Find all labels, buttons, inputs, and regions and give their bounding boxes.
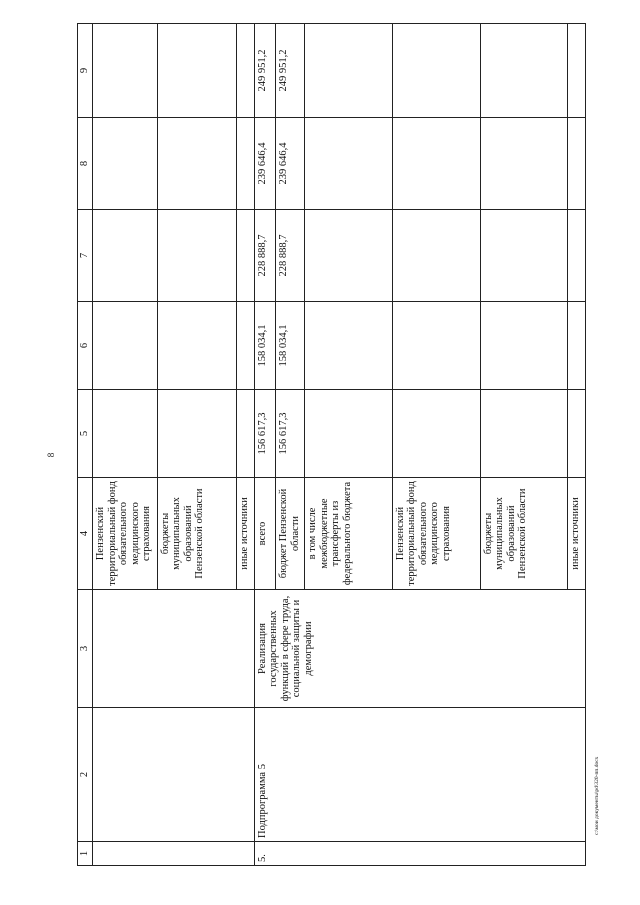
cell-value bbox=[392, 302, 480, 390]
cell-value bbox=[568, 24, 586, 118]
cell-value bbox=[93, 390, 158, 478]
cell-value bbox=[392, 210, 480, 302]
cell-value bbox=[93, 118, 158, 210]
cell-value bbox=[157, 24, 236, 118]
cell-value bbox=[568, 118, 586, 210]
cell-value bbox=[480, 24, 568, 118]
cell-value: 239 646,4 bbox=[254, 118, 276, 210]
header-col-7: 7 bbox=[78, 210, 93, 302]
cell-value bbox=[568, 210, 586, 302]
cell-empty bbox=[93, 708, 255, 842]
page-number: 8 bbox=[46, 452, 56, 458]
cell-value: 228 888,7 bbox=[254, 210, 276, 302]
header-col-9: 9 bbox=[78, 24, 93, 118]
cell-value bbox=[568, 302, 586, 390]
cell-value bbox=[237, 302, 255, 390]
table-row bbox=[93, 24, 158, 866]
cell-value bbox=[305, 210, 393, 302]
header-col-8: 8 bbox=[78, 118, 93, 210]
budget-table bbox=[77, 23, 586, 866]
header-col-4: 4 bbox=[78, 478, 93, 590]
header-col-5: 5 bbox=[78, 390, 93, 478]
header-col-3: 3 bbox=[78, 590, 93, 708]
cell-value bbox=[237, 24, 255, 118]
source-label: всего bbox=[254, 478, 276, 590]
cell-value bbox=[392, 24, 480, 118]
cell-value bbox=[480, 390, 568, 478]
footer-file-path: c:\мои документы\рd\320-пп.docx bbox=[594, 756, 600, 835]
cell-value bbox=[305, 118, 393, 210]
cell-value bbox=[157, 210, 236, 302]
source-label: бюджеты муниципальных образований Пензенской области bbox=[480, 478, 568, 590]
cell-value: 249 951,2 bbox=[276, 24, 305, 118]
table-row bbox=[254, 24, 276, 866]
source-label: бюджеты муниципальных образований Пензенской области bbox=[157, 478, 236, 590]
cell-value bbox=[305, 24, 393, 118]
cell-value bbox=[305, 390, 393, 478]
cell-value: 239 646,4 bbox=[276, 118, 305, 210]
source-label: бюджет Пензенской области bbox=[276, 478, 305, 590]
cell-value bbox=[480, 210, 568, 302]
cell-value bbox=[237, 118, 255, 210]
source-label: Пензенский территориальный фонд обязательного медицинского страхования bbox=[392, 478, 480, 590]
source-label: иные источники bbox=[568, 478, 586, 590]
row-number: 5. bbox=[254, 842, 585, 866]
subprogram-title: Реализация государственных функций в сфере труда, социальной защиты и демографии bbox=[254, 590, 585, 708]
header-col-1: 1 bbox=[78, 842, 93, 866]
cell-value bbox=[480, 302, 568, 390]
source-label: Пензенский территориальный фонд обязательного медицинского страхования bbox=[93, 478, 158, 590]
cell-value: 156 617,3 bbox=[254, 390, 276, 478]
cell-value bbox=[237, 210, 255, 302]
source-label: иные источники bbox=[237, 478, 255, 590]
header-col-2: 2 bbox=[78, 708, 93, 842]
cell-value bbox=[392, 118, 480, 210]
cell-value bbox=[480, 118, 568, 210]
cell-value bbox=[157, 302, 236, 390]
cell-value bbox=[93, 210, 158, 302]
cell-value bbox=[157, 390, 236, 478]
cell-empty bbox=[93, 590, 255, 708]
subprogram-name: Подпрограмма 5 bbox=[254, 708, 585, 842]
cell-value bbox=[93, 302, 158, 390]
cell-value: 158 034,1 bbox=[254, 302, 276, 390]
cell-value bbox=[93, 24, 158, 118]
cell-value: 228 888,7 bbox=[276, 210, 305, 302]
header-row bbox=[78, 24, 93, 866]
cell-value bbox=[237, 390, 255, 478]
source-label: в том числе межбюджетные трансферты из федерального бюджета bbox=[305, 478, 393, 590]
cell-value bbox=[392, 390, 480, 478]
cell-value: 158 034,1 bbox=[276, 302, 305, 390]
cell-value: 249 951,2 bbox=[254, 24, 276, 118]
cell-value: 156 617,3 bbox=[276, 390, 305, 478]
cell-empty bbox=[93, 842, 255, 866]
rotated-table-container bbox=[77, 24, 586, 866]
cell-value bbox=[568, 390, 586, 478]
cell-value bbox=[305, 302, 393, 390]
header-col-6: 6 bbox=[78, 302, 93, 390]
cell-value bbox=[157, 118, 236, 210]
